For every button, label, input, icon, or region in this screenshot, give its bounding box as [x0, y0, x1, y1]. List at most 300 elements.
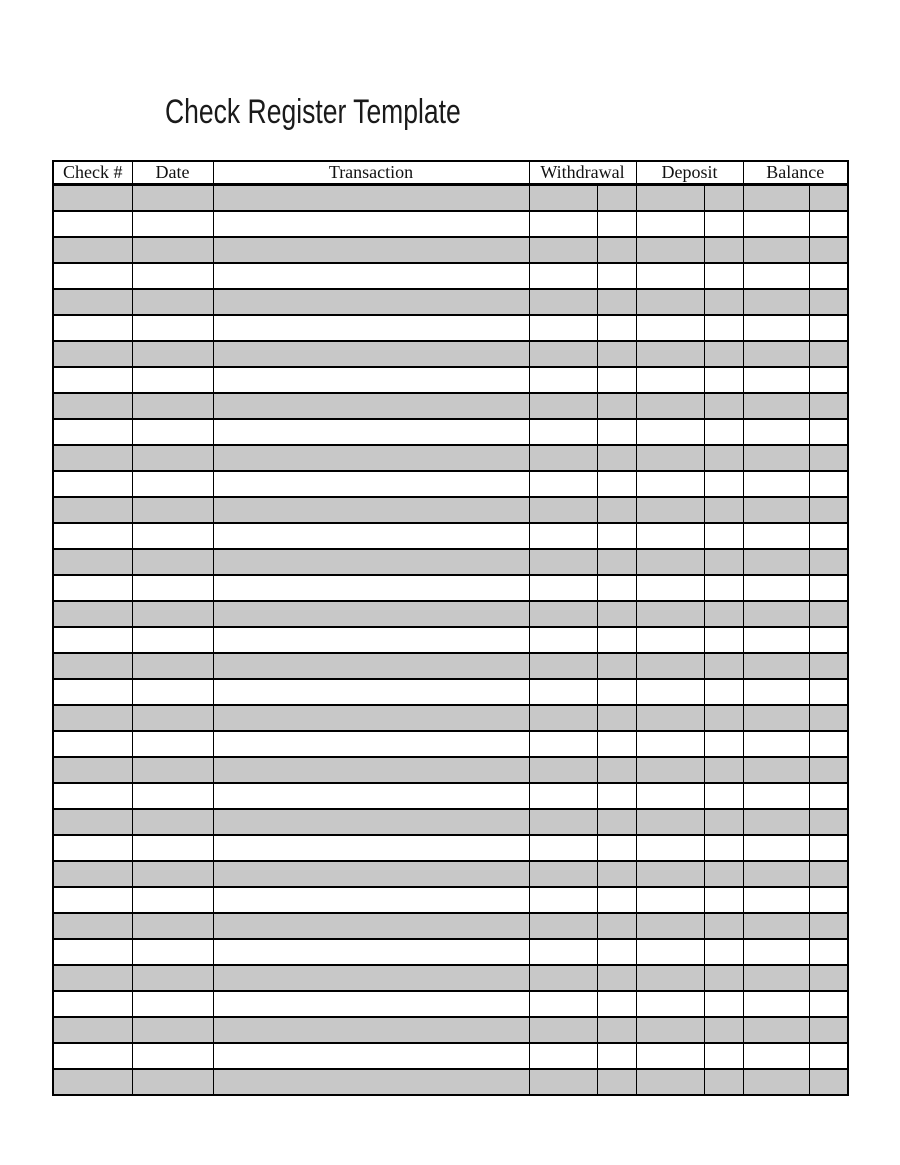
register-row	[53, 627, 848, 653]
register-cell	[132, 809, 213, 835]
register-cell	[132, 471, 213, 497]
register-cell	[704, 627, 743, 653]
register-row	[53, 861, 848, 887]
register-cell	[53, 705, 132, 731]
register-cell	[132, 887, 213, 913]
register-cell	[743, 445, 809, 471]
register-cell	[597, 861, 636, 887]
register-cell	[597, 679, 636, 705]
register-cell	[132, 1017, 213, 1043]
register-cell	[529, 315, 597, 341]
register-cell	[704, 679, 743, 705]
register-cell	[597, 575, 636, 601]
register-cell	[743, 783, 809, 809]
register-cell	[529, 809, 597, 835]
register-cell	[704, 523, 743, 549]
register-cell	[529, 627, 597, 653]
register-cell	[636, 419, 704, 445]
register-cell	[53, 627, 132, 653]
register-cell	[704, 991, 743, 1017]
register-cell	[213, 1069, 529, 1095]
register-cell	[132, 913, 213, 939]
register-cell	[53, 991, 132, 1017]
register-cell	[529, 835, 597, 861]
register-cell	[636, 809, 704, 835]
register-cell	[636, 601, 704, 627]
register-cell	[743, 705, 809, 731]
register-cell	[704, 549, 743, 575]
register-cell	[53, 263, 132, 289]
register-cell	[529, 679, 597, 705]
register-cell	[743, 419, 809, 445]
register-cell	[53, 289, 132, 315]
register-cell	[132, 705, 213, 731]
register-cell	[529, 471, 597, 497]
register-cell	[597, 549, 636, 575]
register-cell	[809, 445, 848, 471]
register-cell	[704, 1069, 743, 1095]
register-cell	[529, 497, 597, 523]
register-cell	[809, 419, 848, 445]
register-cell	[704, 835, 743, 861]
register-cell	[636, 497, 704, 523]
register-cell	[132, 497, 213, 523]
register-cell	[809, 315, 848, 341]
register-cell	[636, 1069, 704, 1095]
register-cell	[636, 627, 704, 653]
register-cell	[132, 757, 213, 783]
register-row	[53, 289, 848, 315]
register-row	[53, 393, 848, 419]
register-cell	[53, 549, 132, 575]
register-row	[53, 263, 848, 289]
register-cell	[529, 419, 597, 445]
register-row	[53, 549, 848, 575]
register-cell	[743, 757, 809, 783]
register-cell	[636, 315, 704, 341]
register-cell	[597, 315, 636, 341]
register-cell	[704, 471, 743, 497]
register-cell	[529, 939, 597, 965]
register-cell	[636, 471, 704, 497]
register-cell	[597, 627, 636, 653]
register-cell	[529, 887, 597, 913]
register-cell	[636, 731, 704, 757]
register-cell	[636, 211, 704, 237]
register-cell	[597, 185, 636, 212]
register-cell	[529, 523, 597, 549]
register-cell	[529, 861, 597, 887]
register-cell	[597, 809, 636, 835]
register-cell	[53, 497, 132, 523]
register-cell	[132, 783, 213, 809]
column-header-withdrawal: Withdrawal	[529, 161, 636, 185]
register-cell	[636, 1017, 704, 1043]
register-cell	[213, 679, 529, 705]
register-cell	[529, 757, 597, 783]
register-cell	[704, 705, 743, 731]
register-cell	[704, 757, 743, 783]
register-cell	[743, 965, 809, 991]
register-cell	[704, 913, 743, 939]
register-cell	[53, 237, 132, 263]
register-row	[53, 679, 848, 705]
register-cell	[704, 367, 743, 393]
register-cell	[132, 731, 213, 757]
register-cell	[636, 991, 704, 1017]
register-row	[53, 887, 848, 913]
register-cell	[743, 627, 809, 653]
register-cell	[53, 965, 132, 991]
register-cell	[809, 471, 848, 497]
register-cell	[743, 497, 809, 523]
register-cell	[704, 965, 743, 991]
register-cell	[213, 835, 529, 861]
register-cell	[597, 705, 636, 731]
register-header	[53, 161, 848, 185]
register-row	[53, 185, 848, 212]
register-cell	[53, 1069, 132, 1095]
register-cell	[132, 965, 213, 991]
register-cell	[809, 1017, 848, 1043]
register-cell	[636, 1043, 704, 1069]
register-cell	[743, 1017, 809, 1043]
register-cell	[529, 731, 597, 757]
register-cell	[597, 1017, 636, 1043]
register-cell	[529, 1069, 597, 1095]
register-cell	[213, 575, 529, 601]
register-cell	[529, 601, 597, 627]
register-cell	[809, 601, 848, 627]
register-cell	[529, 575, 597, 601]
register-cell	[529, 549, 597, 575]
register-cell	[597, 341, 636, 367]
register-row	[53, 315, 848, 341]
register-row	[53, 965, 848, 991]
register-cell	[597, 471, 636, 497]
register-cell	[213, 965, 529, 991]
register-cell	[743, 1043, 809, 1069]
register-cell	[529, 367, 597, 393]
column-header-check-number: Check #	[53, 161, 132, 185]
register-cell	[213, 1017, 529, 1043]
register-cell	[743, 289, 809, 315]
register-cell	[529, 211, 597, 237]
register-cell	[53, 393, 132, 419]
column-header-date: Date	[132, 161, 213, 185]
register-cell	[597, 887, 636, 913]
register-cell	[597, 965, 636, 991]
register-cell	[213, 809, 529, 835]
register-cell	[704, 887, 743, 913]
register-cell	[809, 341, 848, 367]
register-cell	[597, 237, 636, 263]
register-cell	[53, 315, 132, 341]
register-cell	[809, 939, 848, 965]
register-cell	[53, 341, 132, 367]
register-cell	[213, 523, 529, 549]
register-cell	[636, 445, 704, 471]
register-cell	[53, 939, 132, 965]
register-cell	[636, 367, 704, 393]
register-cell	[132, 549, 213, 575]
register-row	[53, 1017, 848, 1043]
register-container	[52, 160, 849, 1096]
register-cell	[213, 185, 529, 212]
register-cell	[213, 341, 529, 367]
register-cell	[213, 211, 529, 237]
register-cell	[809, 653, 848, 679]
register-cell	[636, 523, 704, 549]
register-cell	[53, 419, 132, 445]
column-header-deposit: Deposit	[636, 161, 743, 185]
register-cell	[597, 731, 636, 757]
register-cell	[743, 887, 809, 913]
register-cell	[132, 393, 213, 419]
register-cell	[53, 471, 132, 497]
register-cell	[132, 445, 213, 471]
register-cell	[53, 601, 132, 627]
register-cell	[53, 523, 132, 549]
register-cell	[597, 393, 636, 419]
register-cell	[809, 549, 848, 575]
register-cell	[743, 731, 809, 757]
register-cell	[597, 419, 636, 445]
register-cell	[704, 939, 743, 965]
register-cell	[597, 367, 636, 393]
register-row	[53, 1069, 848, 1095]
register-cell	[809, 679, 848, 705]
register-cell	[809, 783, 848, 809]
register-cell	[132, 419, 213, 445]
register-cell	[213, 471, 529, 497]
register-cell	[636, 653, 704, 679]
register-cell	[636, 237, 704, 263]
register-cell	[529, 965, 597, 991]
register-cell	[53, 679, 132, 705]
register-cell	[743, 679, 809, 705]
register-row	[53, 1043, 848, 1069]
register-row	[53, 341, 848, 367]
register-cell	[809, 393, 848, 419]
register-cell	[529, 913, 597, 939]
register-cell	[53, 861, 132, 887]
register-cell	[53, 783, 132, 809]
register-cell	[53, 367, 132, 393]
register-cell	[809, 731, 848, 757]
register-row	[53, 939, 848, 965]
register-cell	[529, 237, 597, 263]
register-cell	[132, 601, 213, 627]
register-cell	[636, 549, 704, 575]
register-cell	[704, 1043, 743, 1069]
register-cell	[704, 289, 743, 315]
register-cell	[809, 913, 848, 939]
register-cell	[529, 393, 597, 419]
register-cell	[132, 523, 213, 549]
register-cell	[743, 315, 809, 341]
register-cell	[213, 497, 529, 523]
register-cell	[704, 1017, 743, 1043]
register-cell	[529, 783, 597, 809]
register-cell	[529, 705, 597, 731]
register-cell	[132, 1069, 213, 1095]
register-cell	[132, 185, 213, 212]
register-cell	[132, 627, 213, 653]
register-cell	[743, 367, 809, 393]
register-cell	[809, 185, 848, 212]
register-cell	[213, 653, 529, 679]
register-row	[53, 601, 848, 627]
register-cell	[213, 887, 529, 913]
register-cell	[743, 263, 809, 289]
register-row	[53, 445, 848, 471]
register-cell	[213, 601, 529, 627]
register-cell	[636, 835, 704, 861]
register-cell	[132, 237, 213, 263]
register-cell	[636, 783, 704, 809]
register-cell	[704, 185, 743, 212]
register-cell	[213, 939, 529, 965]
register-cell	[743, 237, 809, 263]
register-cell	[636, 185, 704, 212]
register-cell	[809, 211, 848, 237]
register-cell	[743, 523, 809, 549]
register-cell	[53, 1017, 132, 1043]
register-cell	[636, 887, 704, 913]
register-cell	[704, 575, 743, 601]
register-cell	[743, 549, 809, 575]
register-cell	[743, 393, 809, 419]
register-cell	[597, 653, 636, 679]
register-cell	[53, 757, 132, 783]
header-row	[53, 161, 848, 185]
register-cell	[636, 913, 704, 939]
register-cell	[132, 653, 213, 679]
register-cell	[743, 939, 809, 965]
register-cell	[213, 445, 529, 471]
register-cell	[743, 991, 809, 1017]
register-cell	[529, 991, 597, 1017]
register-cell	[597, 757, 636, 783]
register-cell	[636, 263, 704, 289]
register-row	[53, 497, 848, 523]
register-cell	[213, 263, 529, 289]
register-cell	[704, 497, 743, 523]
register-cell	[597, 445, 636, 471]
register-cell	[53, 913, 132, 939]
register-cell	[132, 289, 213, 315]
register-cell	[529, 1043, 597, 1069]
register-cell	[213, 367, 529, 393]
register-cell	[743, 341, 809, 367]
register-row	[53, 419, 848, 445]
register-cell	[636, 341, 704, 367]
register-cell	[809, 861, 848, 887]
register-cell	[53, 653, 132, 679]
register-row	[53, 211, 848, 237]
register-cell	[636, 705, 704, 731]
register-cell	[743, 913, 809, 939]
register-row	[53, 835, 848, 861]
register-row	[53, 705, 848, 731]
register-cell	[743, 601, 809, 627]
register-cell	[597, 991, 636, 1017]
register-cell	[597, 939, 636, 965]
register-cell	[704, 861, 743, 887]
register-cell	[53, 445, 132, 471]
register-cell	[213, 783, 529, 809]
register-cell	[809, 263, 848, 289]
register-cell	[636, 965, 704, 991]
register-cell	[809, 705, 848, 731]
register-cell	[529, 185, 597, 212]
register-cell	[597, 835, 636, 861]
register-cell	[636, 289, 704, 315]
register-cell	[132, 367, 213, 393]
register-cell	[53, 185, 132, 212]
register-row	[53, 809, 848, 835]
register-cell	[704, 211, 743, 237]
register-cell	[132, 263, 213, 289]
register-cell	[597, 601, 636, 627]
column-header-transaction: Transaction	[213, 161, 529, 185]
register-cell	[213, 315, 529, 341]
register-cell	[529, 263, 597, 289]
register-cell	[597, 497, 636, 523]
register-cell	[636, 757, 704, 783]
register-cell	[636, 575, 704, 601]
register-row	[53, 237, 848, 263]
register-cell	[809, 627, 848, 653]
register-cell	[132, 315, 213, 341]
register-cell	[597, 783, 636, 809]
register-cell	[809, 289, 848, 315]
register-cell	[704, 445, 743, 471]
register-cell	[809, 809, 848, 835]
register-cell	[743, 809, 809, 835]
register-cell	[132, 679, 213, 705]
register-cell	[809, 835, 848, 861]
register-row	[53, 913, 848, 939]
register-cell	[529, 289, 597, 315]
register-cell	[53, 211, 132, 237]
register-cell	[743, 1069, 809, 1095]
register-cell	[213, 549, 529, 575]
register-cell	[636, 393, 704, 419]
register-cell	[597, 523, 636, 549]
register-cell	[132, 861, 213, 887]
register-row	[53, 575, 848, 601]
register-cell	[213, 1043, 529, 1069]
register-cell	[597, 211, 636, 237]
register-cell	[704, 393, 743, 419]
register-cell	[53, 887, 132, 913]
register-cell	[213, 419, 529, 445]
register-cell	[53, 809, 132, 835]
register-cell	[529, 1017, 597, 1043]
register-row	[53, 523, 848, 549]
register-cell	[213, 913, 529, 939]
register-cell	[704, 601, 743, 627]
register-cell	[809, 991, 848, 1017]
register-cell	[809, 757, 848, 783]
register-cell	[53, 835, 132, 861]
register-cell	[597, 913, 636, 939]
register-cell	[529, 341, 597, 367]
register-row	[53, 991, 848, 1017]
register-rows	[53, 185, 848, 1096]
